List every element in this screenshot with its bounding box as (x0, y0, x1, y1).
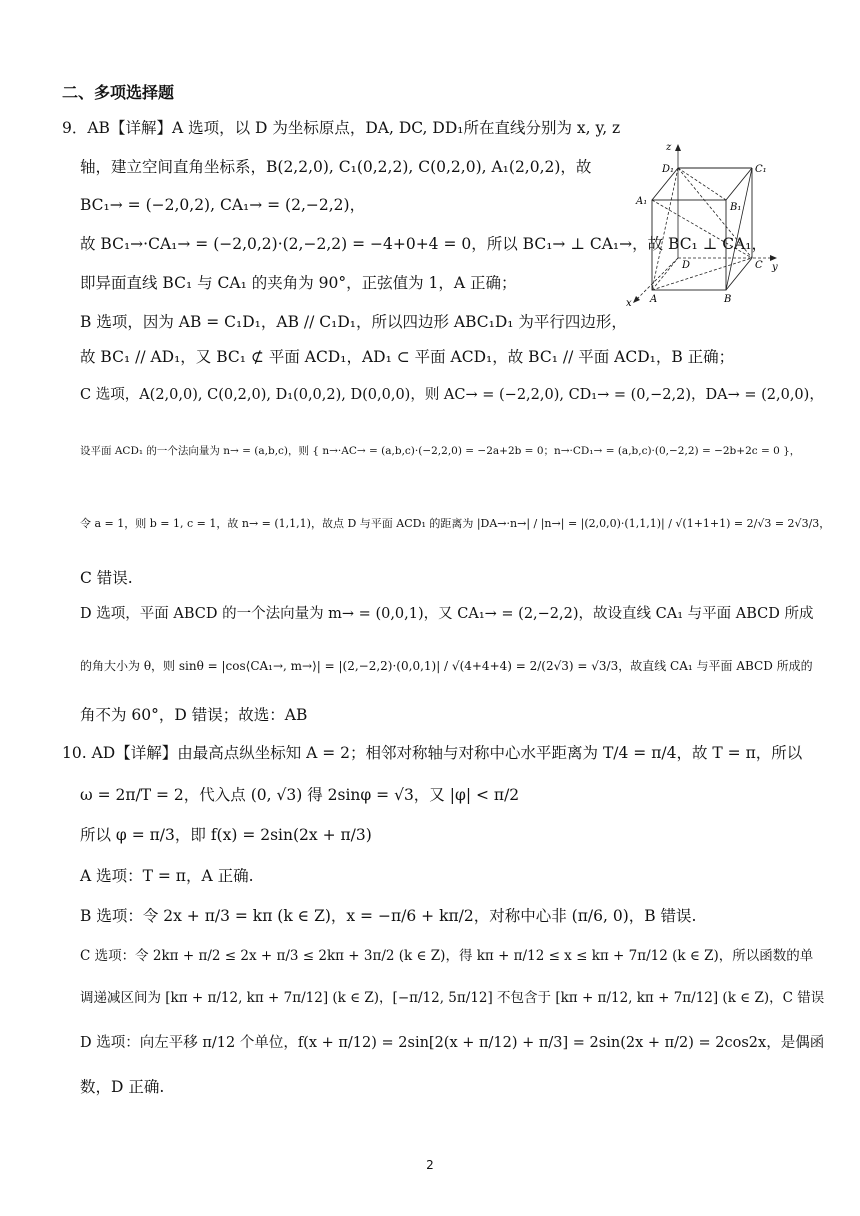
label-b1: B₁ (730, 202, 742, 213)
segment-d1a (652, 168, 678, 290)
text-line: D 选项：向左平移 π/12 个单位，f(x + π/12) = 2sin[2(x + π/12) + π/3] = 2sin(2x + π/2) = 2cos2x，是偶函 (80, 1035, 825, 1051)
label-x: x (626, 298, 632, 309)
label-c1: C₁ (755, 164, 767, 175)
edge-bc (726, 258, 752, 290)
text-line: 数，D 正确. (80, 1078, 165, 1096)
segment-ac (652, 258, 752, 290)
text-line: A 选项：T = π，A 正确. (80, 867, 254, 885)
text-line: C 选项：令 2kπ + π/2 ≤ 2x + π/3 ≤ 2kπ + 3π/2 (k ∈ Z)，得 kπ + π/12 ≤ x ≤ kπ + 7π/12 (k ∈ Z)，所以函数的单 (80, 948, 814, 964)
text-line: 设平面 ACD₁ 的一个法向量为 n→ = (a,b,c)，则 { n→·AC→ = (a,b,c)·(−2,2,0) = −2a+2b = 0；n→·CD₁→ = (a,b,c)·(0,−2,2) = −2b+2c = 0 }， (80, 445, 801, 457)
text-line: 10. AD【详解】由最高点纵坐标知 A = 2；相邻对称轴与对称中心水平距离为 T/4 = π/4，故 T = π，所以 (62, 744, 803, 762)
text-line: D 选项，平面 ABCD 的一个法向量为 m→ = (0,0,1)，又 CA₁→ = (2,−2,2)，故设直线 CA₁ 与平面 ABCD 所成 (80, 606, 814, 622)
label-d1: D₁ (662, 164, 675, 175)
text-line: 故 BC₁ // AD₁，又 BC₁ ⊄ 平面 ACD₁，AD₁ ⊂ 平面 ACD₁，故 BC₁ // 平面 ACD₁，B 正确； (80, 348, 735, 366)
segment-d1b1 (678, 168, 726, 200)
label-z: z (666, 142, 672, 153)
page-number: 2 (426, 1158, 434, 1172)
label-y: y (772, 262, 778, 273)
text-line: 调递减区间为 [kπ + π/12, kπ + 7π/12] (k ∈ Z)，[−π/12, 5π/12] 不包含于 [kπ + π/12, kπ + 7π/12] (k ∈ Z)，C 错误 (80, 990, 825, 1006)
label-b: B (724, 294, 732, 305)
cube-diagram (622, 140, 782, 310)
segment-bc1 (726, 168, 752, 290)
label-d: D (682, 260, 691, 271)
label-c: C (755, 260, 763, 271)
z-arrow-icon (675, 144, 681, 151)
text-line: 轴，建立空间直角坐标系，B(2,2,0), C₁(0,2,2), C(0,2,0), A₁(2,0,2)，故 (80, 158, 592, 176)
section-title: 二、多项选择题 (62, 83, 175, 102)
text-line: 的角大小为 θ，则 sinθ = |cos⟨CA₁→, m→⟩| = |(2,−2,2)·(0,0,1)| / √(4+4+4) = 2/(2√3) = √3/3，故直线 CA₁ 与平面 ABCD 所成的 (80, 659, 813, 673)
text-line: 9．AB【详解】A 选项，以 D 为坐标原点，DA, DC, DD₁所在直线分别为 x, y, z (62, 119, 621, 137)
text-line: B 选项：令 2x + π/3 = kπ (k ∈ Z)，x = −π/6 + kπ/2，对称中心非 (π/6, 0)，B 错误. (80, 907, 697, 925)
edge-ad (652, 258, 678, 290)
text-line: 所以 φ = π/3，即 f(x) = 2sin(2x + π/3) (80, 826, 372, 844)
label-a: A (650, 294, 658, 305)
text-line: BC₁→ = (−2,0,2), CA₁→ = (2,−2,2)， (80, 196, 366, 214)
text-line: 角不为 60°，D 错误；故选：AB (80, 706, 308, 724)
cube-figure (622, 140, 782, 310)
label-a1: A₁ (636, 196, 648, 207)
text-line: 令 a = 1，则 b = 1, c = 1，故 n→ = (1,1,1)，故点 D 与平面 ACD₁ 的距离为 |DA→·n→| / |n→| = |(2,0,0)·(1,1,1)| / √(1+1+1) = 2/√3 = 2√3/3， (80, 517, 831, 530)
text-line: 故 BC₁→·CA₁→ = (−2,0,2)·(2,−2,2) = −4+0+4 = 0，所以 BC₁→ ⊥ CA₁→，故 BC₁ ⊥ CA₁， (80, 235, 767, 253)
text-line: C 错误. (80, 569, 133, 587)
text-line: B 选项，因为 AB = C₁D₁，AB // C₁D₁，所以四边形 ABC₁D₁ 为平行四边形， (80, 313, 627, 331)
text-line: C 选项，A(2,0,0), C(0,2,0), D₁(0,0,2), D(0,0,0)，则 AC→ = (−2,2,0), CD₁→ = (0,−2,2)，DA→ = (2,0,0)， (80, 387, 824, 403)
text-line: 即异面直线 BC₁ 与 CA₁ 的夹角为 90°，正弦值为 1，A 正确； (80, 274, 517, 292)
y-arrow-icon (770, 255, 777, 261)
text-line: ω = 2π/T = 2，代入点 (0, √3) 得 2sinφ = √3，又 |φ| < π/2 (80, 786, 520, 804)
edge-b1c1 (726, 168, 752, 200)
